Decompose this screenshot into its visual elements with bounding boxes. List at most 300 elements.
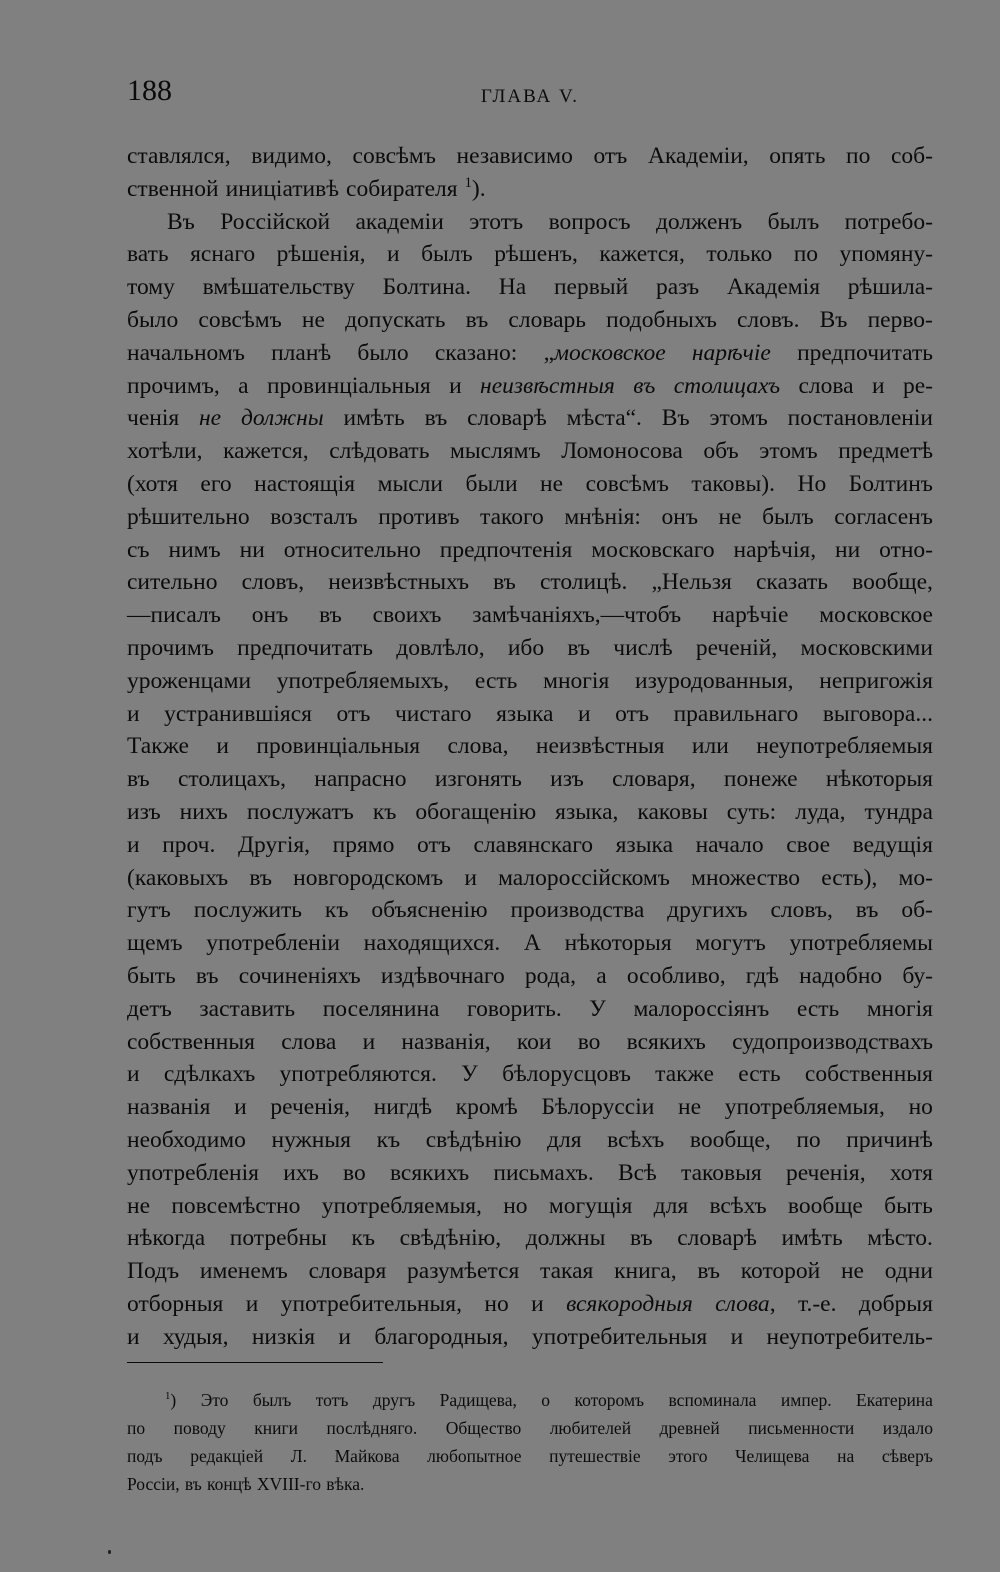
word: рѣшенія, bbox=[276, 241, 366, 268]
word: бѣлорусцовъ bbox=[502, 1061, 631, 1088]
word: вообще, bbox=[689, 1126, 771, 1153]
word: по bbox=[846, 143, 871, 169]
text-line bbox=[127, 140, 933, 173]
text-line bbox=[127, 829, 933, 862]
word: ченія bbox=[127, 405, 180, 432]
word: своихъ bbox=[372, 602, 442, 629]
word: употребленія bbox=[127, 1159, 259, 1186]
word: одни bbox=[884, 1258, 933, 1285]
word: опять bbox=[769, 143, 826, 169]
word: словарь bbox=[508, 306, 586, 333]
word: Болтина. bbox=[382, 274, 471, 301]
word: сѣверъ bbox=[881, 1446, 933, 1466]
word: вообще, bbox=[852, 569, 933, 596]
text-line bbox=[127, 370, 933, 403]
text-line bbox=[127, 1288, 933, 1321]
word: противъ bbox=[378, 503, 460, 530]
word: именемъ bbox=[199, 1258, 288, 1285]
word: и bbox=[387, 241, 400, 268]
word: судопроизводствахъ bbox=[732, 1028, 933, 1055]
word: словарѣ bbox=[467, 405, 547, 432]
word: языка, bbox=[555, 798, 619, 825]
word: и bbox=[578, 700, 591, 727]
word: къ bbox=[351, 1225, 375, 1252]
word: независимо bbox=[456, 143, 573, 169]
word: по bbox=[127, 1418, 146, 1438]
word: столицѣ. bbox=[539, 569, 628, 596]
word: совсѣмъ bbox=[352, 143, 436, 169]
word: начальномъ bbox=[127, 339, 245, 366]
word: гдѣ bbox=[745, 962, 779, 989]
word: Въ bbox=[661, 405, 690, 432]
word: кои bbox=[516, 1028, 552, 1055]
word: Общество bbox=[445, 1418, 522, 1438]
word: Академія bbox=[726, 274, 821, 301]
word: Болтинъ bbox=[848, 470, 933, 497]
word: московскаго bbox=[591, 536, 715, 563]
word: нѣкогда bbox=[127, 1225, 206, 1252]
word: въ bbox=[633, 372, 656, 399]
word: въ bbox=[249, 864, 273, 891]
word: вспоминала bbox=[668, 1390, 757, 1410]
word: сдѣлкахъ bbox=[163, 1061, 256, 1088]
word: многія bbox=[866, 995, 933, 1022]
print-speck bbox=[108, 1550, 111, 1554]
word: употребляемы bbox=[789, 930, 933, 957]
word: долженъ bbox=[655, 208, 743, 235]
word: перво- bbox=[867, 306, 933, 333]
word: столицахъ bbox=[673, 372, 781, 399]
word: не bbox=[540, 470, 564, 497]
word: такого bbox=[480, 503, 544, 530]
word: не bbox=[718, 503, 742, 530]
word: словъ. bbox=[737, 306, 800, 333]
text-line bbox=[127, 665, 933, 698]
word: сказать bbox=[755, 569, 828, 596]
word: отно- bbox=[879, 536, 933, 563]
word: яснаго bbox=[190, 241, 256, 268]
footnote-line bbox=[127, 1386, 933, 1414]
word: импер. bbox=[780, 1390, 832, 1410]
word: Въ bbox=[167, 208, 195, 235]
word: находящихся. bbox=[363, 930, 501, 957]
text-line bbox=[127, 238, 933, 271]
word: Екатерина bbox=[856, 1390, 933, 1410]
text-line bbox=[127, 1157, 933, 1190]
word: въ bbox=[424, 405, 448, 432]
word: имѣть bbox=[343, 405, 405, 432]
word: низкія bbox=[251, 1323, 316, 1350]
word: издѣвочнаго bbox=[380, 962, 505, 989]
word: отъ bbox=[615, 700, 650, 727]
word: объясненію bbox=[371, 897, 488, 924]
word: словаря bbox=[308, 1258, 387, 1285]
word: ни bbox=[835, 536, 861, 563]
word: редакціей bbox=[190, 1446, 264, 1466]
word: неупотребляемыя bbox=[756, 733, 933, 760]
word: относительно bbox=[283, 536, 421, 563]
word: говорить. bbox=[467, 995, 562, 1022]
word: кромѣ bbox=[455, 1094, 518, 1121]
word: въ bbox=[697, 1258, 721, 1285]
text-line bbox=[127, 206, 933, 239]
word: и bbox=[245, 1290, 259, 1317]
text-line bbox=[127, 1321, 933, 1354]
word: къ bbox=[324, 897, 349, 924]
word: совсѣмъ bbox=[198, 306, 282, 333]
word: отборныя bbox=[127, 1290, 224, 1317]
text-line bbox=[127, 698, 933, 731]
word: всѣхъ bbox=[607, 1126, 665, 1153]
text-line bbox=[127, 1222, 933, 1255]
text-line bbox=[127, 501, 933, 534]
word: употребляемыя, bbox=[724, 1094, 885, 1121]
word: потребо- bbox=[844, 208, 933, 235]
word: вопросъ bbox=[548, 208, 631, 235]
word: согласенъ bbox=[834, 503, 933, 530]
word: поселянина bbox=[322, 995, 440, 1022]
word: провинціальныя bbox=[266, 372, 431, 399]
word: московскими bbox=[800, 634, 933, 661]
text-line bbox=[127, 435, 933, 468]
word: и bbox=[872, 372, 885, 399]
text-line bbox=[127, 862, 933, 895]
word: имѣть bbox=[781, 1225, 843, 1252]
word: У bbox=[589, 995, 606, 1022]
word: Ломоносова bbox=[561, 438, 683, 465]
word: свѣдѣнію bbox=[425, 1126, 522, 1153]
text-line bbox=[127, 402, 933, 435]
word: слѣдовать bbox=[329, 438, 430, 465]
word: его bbox=[200, 470, 232, 497]
word: $^1$) bbox=[165, 1390, 177, 1410]
word: употребляемыя, bbox=[321, 1192, 482, 1219]
word: предпочтенія bbox=[439, 536, 573, 563]
word: понеже bbox=[723, 766, 798, 793]
word: $^1$). bbox=[464, 174, 486, 202]
word: ихъ bbox=[283, 1159, 319, 1186]
word: прочимъ bbox=[127, 634, 214, 661]
text-line bbox=[127, 534, 933, 567]
text-line bbox=[127, 468, 933, 501]
word: рода, bbox=[524, 962, 577, 989]
word: послужить bbox=[193, 897, 303, 924]
word: бу- bbox=[902, 962, 933, 989]
word: изъ bbox=[550, 766, 584, 793]
running-head bbox=[127, 74, 933, 114]
word: постановленіи bbox=[787, 405, 933, 432]
word: слова, bbox=[447, 733, 509, 760]
word: предпочитать bbox=[797, 339, 933, 366]
word: уроженцами bbox=[127, 667, 252, 694]
word: и bbox=[127, 831, 140, 858]
word: академіи bbox=[355, 208, 444, 235]
word: Челищева bbox=[735, 1446, 810, 1466]
word: XVIII-го bbox=[256, 1474, 321, 1494]
text-line bbox=[127, 337, 933, 370]
word: ибо bbox=[507, 634, 545, 661]
page-number: 188 bbox=[127, 74, 172, 107]
word: Россіи, bbox=[127, 1474, 180, 1494]
text-line bbox=[127, 1026, 933, 1059]
word: суть: bbox=[726, 798, 777, 825]
word: потребны bbox=[229, 1225, 327, 1252]
word: всякихъ bbox=[626, 1028, 706, 1055]
word: ре- bbox=[902, 372, 933, 399]
word: письменности bbox=[748, 1418, 855, 1438]
word: книга, bbox=[614, 1258, 677, 1285]
word: употребляются. bbox=[279, 1061, 437, 1088]
word: добрыя bbox=[858, 1290, 933, 1317]
word: только bbox=[706, 241, 773, 268]
word: было bbox=[357, 339, 409, 366]
text-line bbox=[127, 1058, 933, 1091]
word: соб- bbox=[891, 143, 933, 169]
text-line bbox=[127, 599, 933, 632]
word: и bbox=[234, 1094, 247, 1121]
word: должны bbox=[525, 1225, 606, 1252]
word: въ bbox=[195, 962, 219, 989]
word: и bbox=[362, 1028, 376, 1055]
word: ственной bbox=[127, 175, 219, 202]
word: неизвѣстныя bbox=[535, 733, 665, 760]
word: въ bbox=[465, 306, 489, 333]
word: производства bbox=[510, 897, 645, 924]
word: заставить bbox=[199, 995, 296, 1022]
word: но bbox=[908, 1094, 933, 1121]
word: особливо, bbox=[626, 962, 726, 989]
word: и bbox=[127, 1323, 140, 1350]
word: московское bbox=[819, 602, 933, 629]
word: ведущія bbox=[852, 831, 933, 858]
word: тотъ bbox=[315, 1390, 349, 1410]
word: таковы). bbox=[691, 470, 775, 497]
text-line bbox=[127, 304, 933, 337]
word: всякихъ bbox=[389, 1159, 470, 1186]
word: словарѣ bbox=[677, 1225, 757, 1252]
text-line bbox=[127, 960, 933, 993]
word: А bbox=[523, 930, 541, 957]
word: славянскаго bbox=[473, 831, 594, 858]
word: и bbox=[730, 1323, 744, 1350]
word: въ bbox=[630, 1225, 653, 1252]
word: словаря, bbox=[612, 766, 696, 793]
word: рѣшительно bbox=[127, 503, 250, 530]
word: словъ, bbox=[770, 897, 833, 924]
word: въ bbox=[127, 766, 150, 793]
word: допускать bbox=[345, 306, 446, 333]
word: (каковыхъ bbox=[127, 864, 229, 891]
word: таковыя bbox=[681, 1159, 762, 1186]
word: возсталъ bbox=[270, 503, 358, 530]
word: об- bbox=[901, 897, 933, 924]
word: сительно bbox=[127, 569, 218, 596]
word: любителей bbox=[549, 1418, 632, 1438]
text-line bbox=[127, 1190, 933, 1223]
word: отъ bbox=[593, 143, 628, 169]
word: ставлялся, bbox=[127, 143, 231, 169]
word: подъ bbox=[127, 1446, 163, 1466]
word: а bbox=[238, 372, 249, 399]
text-line bbox=[127, 993, 933, 1026]
word: которомъ bbox=[574, 1390, 645, 1410]
word: правильнаго bbox=[673, 700, 799, 727]
word: Майкова bbox=[334, 1446, 400, 1466]
word: древней bbox=[659, 1418, 720, 1438]
word: о bbox=[541, 1390, 551, 1410]
word: быть bbox=[127, 962, 176, 989]
word: употребляемыхъ, bbox=[276, 667, 450, 694]
word: могутъ bbox=[695, 930, 766, 957]
word: выговора... bbox=[822, 700, 933, 727]
word: детъ bbox=[127, 995, 172, 1022]
word: этого bbox=[668, 1446, 708, 1466]
word: Подъ bbox=[127, 1258, 180, 1285]
word: но bbox=[503, 1192, 528, 1219]
word: не bbox=[840, 1258, 864, 1285]
word: вѣка. bbox=[326, 1474, 365, 1494]
word: было bbox=[127, 306, 179, 333]
word: малороссіянъ bbox=[633, 995, 770, 1022]
word: Радищева, bbox=[439, 1390, 517, 1410]
word: по bbox=[796, 1126, 821, 1153]
word: числѣ bbox=[613, 634, 673, 661]
word: и bbox=[216, 733, 229, 760]
footnote-marker: 1 bbox=[165, 1390, 171, 1403]
word: и bbox=[531, 1290, 544, 1317]
word: употребленіи bbox=[206, 930, 340, 957]
text-line bbox=[127, 927, 933, 960]
word: на bbox=[837, 1446, 855, 1466]
word: собственныя bbox=[804, 1061, 933, 1088]
word: путешествіе bbox=[549, 1446, 641, 1466]
word: мо- bbox=[898, 864, 933, 891]
word: множество bbox=[691, 864, 801, 891]
word: въ bbox=[184, 1474, 202, 1494]
word: всякородныя bbox=[566, 1290, 693, 1317]
word: „московское bbox=[543, 339, 666, 366]
word: слова bbox=[798, 372, 854, 399]
word: вать bbox=[127, 241, 169, 268]
word: непригожія bbox=[819, 667, 933, 694]
word: проч. bbox=[162, 831, 216, 858]
word: Бѣлоруссіи bbox=[541, 1094, 655, 1121]
word: мысли bbox=[377, 470, 443, 497]
text-line bbox=[127, 1255, 933, 1288]
word: разумѣется bbox=[407, 1258, 520, 1285]
text-line bbox=[127, 1124, 933, 1157]
word: прямо bbox=[332, 831, 395, 858]
text-line bbox=[127, 730, 933, 763]
word: упомяну- bbox=[839, 241, 933, 268]
word: Въ bbox=[819, 306, 848, 333]
word: и bbox=[464, 864, 477, 891]
word: многія bbox=[543, 667, 610, 694]
word: языка bbox=[496, 700, 554, 727]
word: вмѣшательству bbox=[202, 274, 355, 301]
word: обогащенію bbox=[415, 798, 537, 825]
word: быть bbox=[884, 1192, 933, 1219]
word: нѣкоторыя bbox=[825, 766, 933, 793]
word: Академіи, bbox=[647, 143, 749, 169]
word: гутъ bbox=[127, 897, 171, 924]
word: которой bbox=[740, 1258, 821, 1285]
word: нихъ bbox=[179, 798, 228, 825]
body-text bbox=[127, 140, 933, 1353]
word: Россійской bbox=[220, 208, 331, 235]
word: изгонять bbox=[434, 766, 522, 793]
word: предметѣ bbox=[838, 438, 933, 465]
word: настоящія bbox=[254, 470, 356, 497]
word: щемъ bbox=[127, 930, 183, 957]
word: нарѣчія, bbox=[733, 536, 817, 563]
word: концѣ bbox=[207, 1474, 252, 1494]
word: онъ bbox=[251, 602, 289, 629]
word: слова, bbox=[715, 1290, 776, 1317]
word: онъ bbox=[661, 503, 698, 530]
word: малороссійскомъ bbox=[498, 864, 670, 891]
word: не bbox=[678, 1094, 702, 1121]
word: повсемѣстно bbox=[171, 1192, 301, 1219]
word: этомъ bbox=[709, 405, 768, 432]
word: „Нельзя bbox=[651, 569, 732, 596]
word: Другія, bbox=[237, 831, 311, 858]
word: былъ bbox=[421, 241, 473, 268]
word: во bbox=[343, 1159, 366, 1186]
word: реченія, bbox=[785, 1159, 866, 1186]
word: довлѣло, bbox=[396, 634, 485, 661]
word: неупотребитель- bbox=[766, 1323, 933, 1350]
word: видимо, bbox=[251, 143, 332, 169]
word: хотя bbox=[889, 1159, 933, 1186]
text-line bbox=[127, 894, 933, 927]
word: надобно bbox=[799, 962, 883, 989]
text-line bbox=[127, 1091, 933, 1124]
word: любопытное bbox=[427, 1446, 522, 1466]
word: устранившіяся bbox=[164, 700, 312, 727]
word: не bbox=[127, 1192, 151, 1219]
word: новгородскомъ bbox=[293, 864, 444, 891]
word: У bbox=[461, 1061, 478, 1088]
word: причинѣ bbox=[846, 1126, 933, 1153]
word: не bbox=[199, 405, 222, 432]
word: есть bbox=[738, 1061, 781, 1088]
word: этотъ bbox=[469, 208, 524, 235]
word: луда, bbox=[795, 798, 846, 825]
word: издало bbox=[882, 1418, 933, 1438]
word: нарѣчіе bbox=[712, 602, 789, 629]
footnote-rule bbox=[127, 1362, 383, 1363]
word: книги bbox=[254, 1418, 299, 1438]
word: во bbox=[577, 1028, 601, 1055]
word: но bbox=[484, 1290, 509, 1317]
word: Но bbox=[797, 470, 827, 497]
word: провинціальныя bbox=[256, 733, 421, 760]
text-line bbox=[127, 271, 933, 304]
word: былъ bbox=[767, 208, 820, 235]
word: необходимо bbox=[127, 1126, 246, 1153]
word: тому bbox=[127, 274, 175, 301]
word: вообще bbox=[787, 1192, 863, 1219]
word: объ bbox=[703, 438, 739, 465]
word: рѣшенъ, bbox=[494, 241, 578, 268]
word: для bbox=[547, 1126, 582, 1153]
word: совсѣмъ bbox=[585, 470, 669, 497]
word: свѣдѣнію, bbox=[399, 1225, 502, 1252]
word: худыя, bbox=[162, 1323, 229, 1350]
word: —писалъ bbox=[127, 602, 221, 629]
word: тундра bbox=[864, 798, 933, 825]
